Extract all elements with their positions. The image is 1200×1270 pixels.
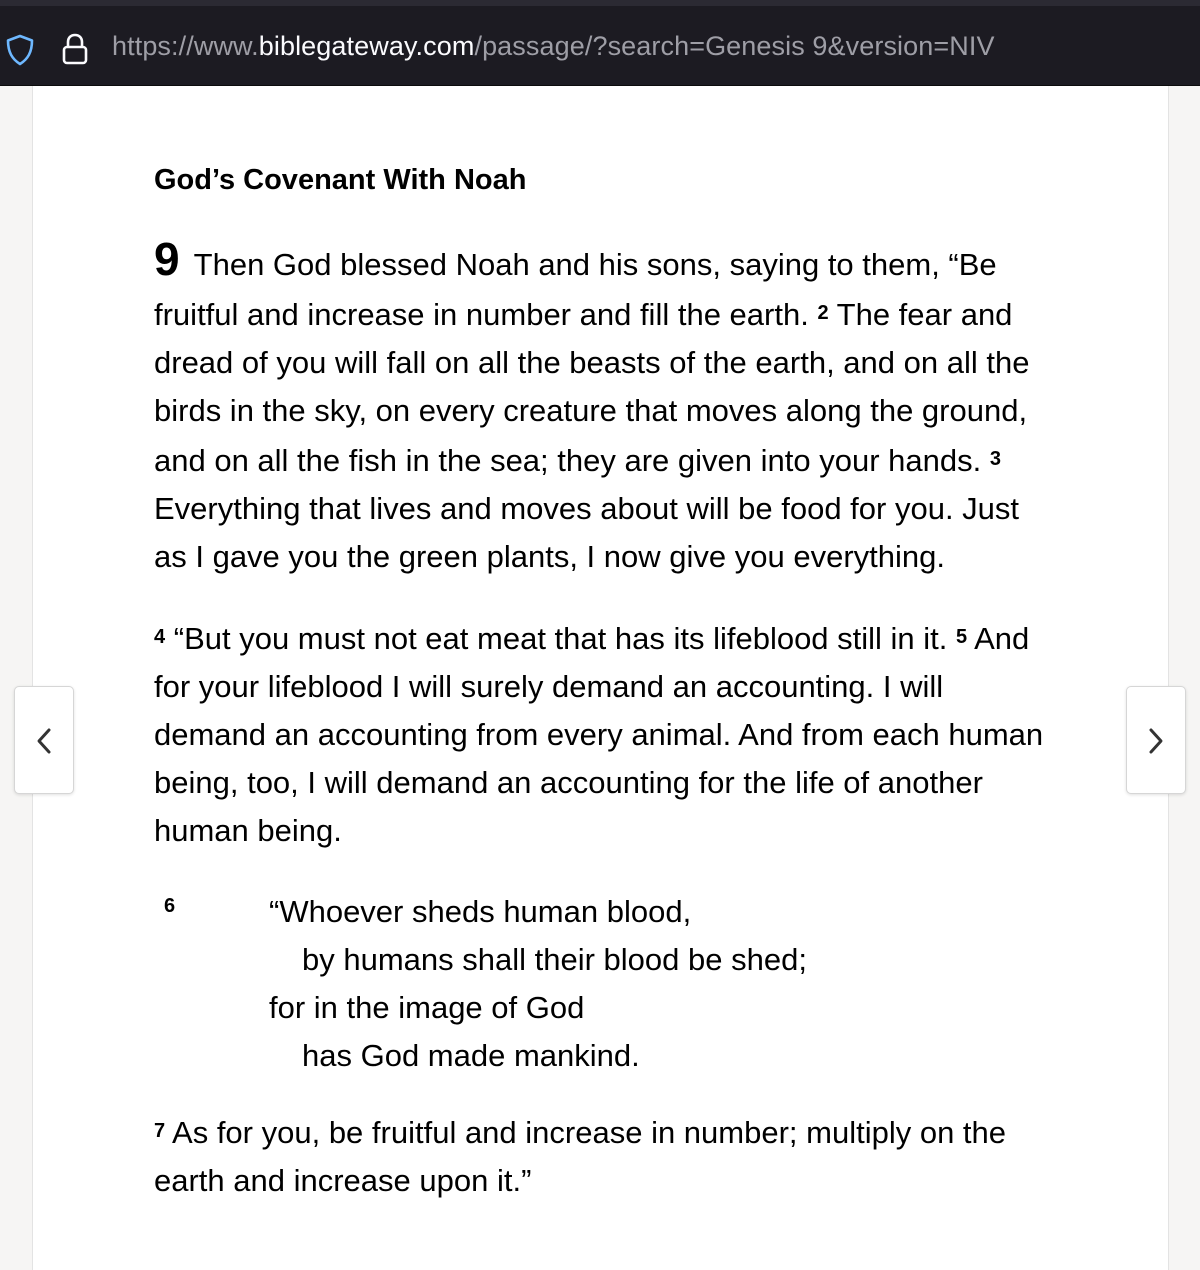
- verse-number: 6: [164, 895, 176, 917]
- url-host: biblegateway.com: [258, 31, 475, 61]
- verse-number: 4: [154, 626, 166, 648]
- verse-number: 5: [956, 626, 968, 648]
- verse-text: Everything that lives and moves about will be food for you. Just as I gave you the green plants, I now give you everything.: [154, 491, 1020, 574]
- verse-text: And for your lifeblood I will surely demand an accounting. I will demand an accounting from every animal. And from each human being, too, I will demand an accounting for the life of another human being.: [154, 621, 1044, 848]
- lock-icon[interactable]: [61, 32, 89, 66]
- address-field[interactable]: [112, 26, 995, 66]
- passage-heading: God’s Covenant With Noah: [154, 164, 527, 196]
- next-chapter-button[interactable]: [1126, 686, 1186, 794]
- verse-number: 7: [154, 1120, 166, 1142]
- tracking-protection-shield-icon[interactable]: [4, 33, 36, 67]
- passage-text: [154, 150, 1054, 1205]
- poetry-line: for in the image of God: [269, 990, 585, 1025]
- verse-text: “But you must not eat meat that has its lifeblood still in it.: [173, 621, 948, 656]
- poetry-line: has God made mankind.: [302, 1038, 640, 1073]
- verse-text: Then God blessed Noah and his sons, saying to them, “Be fruitful and increase in number and fill the earth.: [154, 247, 997, 332]
- url-path: /passage/?search=Genesis 9&version=NIV: [474, 31, 995, 61]
- chevron-left-icon: [33, 727, 55, 755]
- url-scheme: https://www.: [112, 31, 259, 61]
- poetry-line: “Whoever sheds human blood,: [269, 894, 692, 929]
- chevron-right-icon: [1145, 727, 1167, 755]
- chapter-number: 9: [154, 233, 180, 285]
- browser-url-bar[interactable]: [0, 0, 1200, 86]
- previous-chapter-button[interactable]: [14, 686, 74, 794]
- verse-number: 2: [817, 302, 829, 324]
- poetry-block: [154, 888, 1054, 1081]
- paragraph: [154, 235, 1054, 581]
- verse-text: As for you, be fruitful and increase in number; multiply on the earth and increase upon it.”: [154, 1115, 1007, 1198]
- verse-text: The fear and dread of you will fall on all the beasts of the earth, and on all the birds in the sky, on every creature that moves along the ground, and on all the fish in the sea; they are given into your hands.: [154, 297, 1030, 478]
- paragraph: [154, 613, 1054, 855]
- poetry-line: by humans shall their blood be shed;: [302, 942, 807, 977]
- paragraph: [154, 1107, 1054, 1205]
- verse-number: 3: [989, 448, 1001, 470]
